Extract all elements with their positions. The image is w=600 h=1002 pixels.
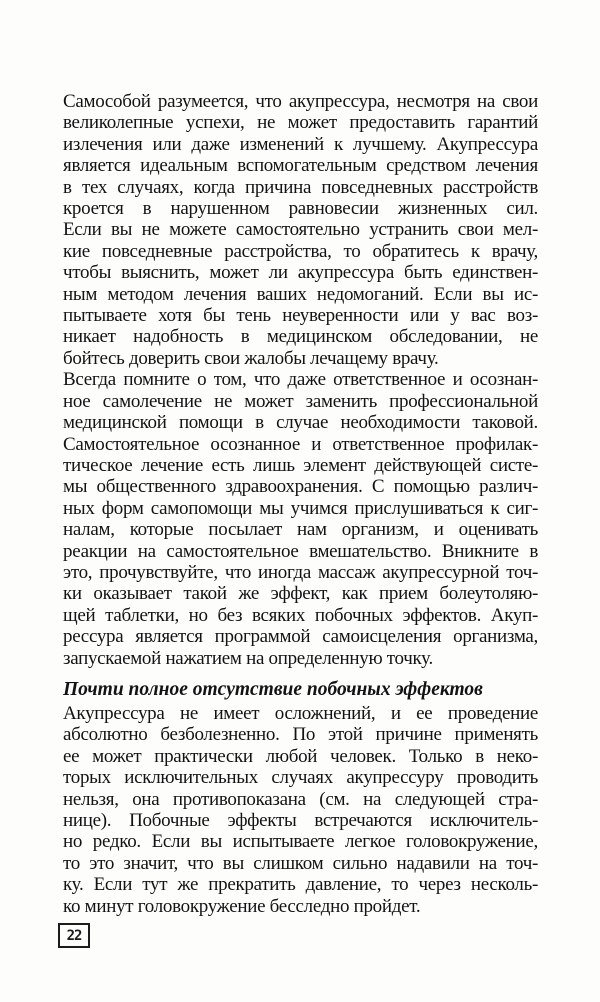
text-line: Самостоятельное осознанное и ответственное профилак- [63, 433, 538, 455]
text-line: является идеальным вспомогательным средством лечения [63, 155, 538, 177]
text-line: абсолютно безболезненно. По этой причине применять [63, 724, 538, 746]
text-line: мы общественного здравоохранения. С помощью различ- [63, 476, 538, 498]
text-line: то это значит, что вы слишком сильно надавили на точ- [63, 852, 538, 874]
paragraph [63, 91, 538, 369]
paragraph [63, 369, 538, 669]
text-line: ным методом лечения ваших недомоганий. Если вы ис- [63, 283, 538, 305]
section-heading: Почти полное отсутствие побочных эффектов [63, 678, 483, 700]
text-line: излечения или даже изменений к лучшему. Акупрессура [63, 133, 538, 155]
text-line: кие повседневные расстройства, то обратитесь к врачу, [63, 240, 538, 262]
text-line: это, прочувствуйте, что иногда массаж акупрессурной точ- [63, 561, 538, 583]
paragraph [63, 703, 538, 917]
text-line: кроется в нарушенном равновесии жизненных сил. [63, 198, 538, 220]
text-line: ных форм самопомощи мы учимся прислушиваться к сиг- [63, 497, 538, 519]
text-line: но редко. Если вы испытываете легкое головокружение, [63, 831, 538, 853]
text-line: ее может практически любой человек. Только в неко- [63, 745, 538, 767]
text-line: никает надобность в медицинском обследовании, не [63, 326, 538, 348]
text-line: Акупрессура не имеет осложнений, и ее проведение [63, 702, 538, 724]
text-line: Самособой разумеется, что акупрессура, несмотря на свои [63, 91, 538, 112]
text-line: запускаемой нажатием на определенную точку. [63, 647, 433, 669]
text-line: налам, которые посылает нам организм, и оценивать [63, 519, 538, 541]
page-number: 22 [66, 927, 82, 944]
text-line: ку. Если тут же прекратить давление, то через несколь- [63, 874, 538, 896]
text-line: торых исключительных случаях акупрессуру проводить [63, 767, 538, 789]
text-line: медицинской помощи в случае необходимости таковой. [63, 412, 538, 434]
text-line: чтобы выяснить, может ли акупрессура быть единствен- [63, 262, 538, 284]
text-line: щей таблетки, но без всяких побочных эффектов. Акуп- [63, 604, 538, 626]
text-line: в тех случаях, когда причина повседневных расстройств [63, 176, 538, 198]
text-line: тическое лечение есть лишь элемент действующей систе- [63, 454, 538, 476]
text-line: Всегда помните о том, что даже ответственное и осознан- [63, 369, 538, 391]
page-text-block [63, 91, 538, 917]
text-line: великолепные успехи, не может предоставить гарантий [63, 112, 538, 134]
text-line: ко минут головокружение бесследно пройдет. [63, 895, 421, 917]
text-line: рессура является программой самоисцеления организма, [63, 626, 538, 648]
text-line: нельзя, она противопоказана (см. на следующей стра- [63, 788, 538, 810]
text-line: ки оказывает такой же эффект, как прием болеутоляю- [63, 583, 538, 605]
text-line: реакции на самостоятельное вмешательство. Вникните в [63, 540, 538, 562]
text-line: ное самолечение не может заменить профессиональной [63, 390, 538, 412]
text-line: Если вы не можете самостоятельно устранить свои мел- [63, 219, 538, 241]
page-number-box [58, 923, 90, 948]
text-line: пытываете хотя бы тень неуверенности или у вас воз- [63, 305, 538, 327]
text-line: нице). Побочные эффекты встречаются исключитель- [63, 810, 538, 831]
text-line: бойтесь доверить свои жалобы лечащему врачу. [63, 347, 439, 369]
